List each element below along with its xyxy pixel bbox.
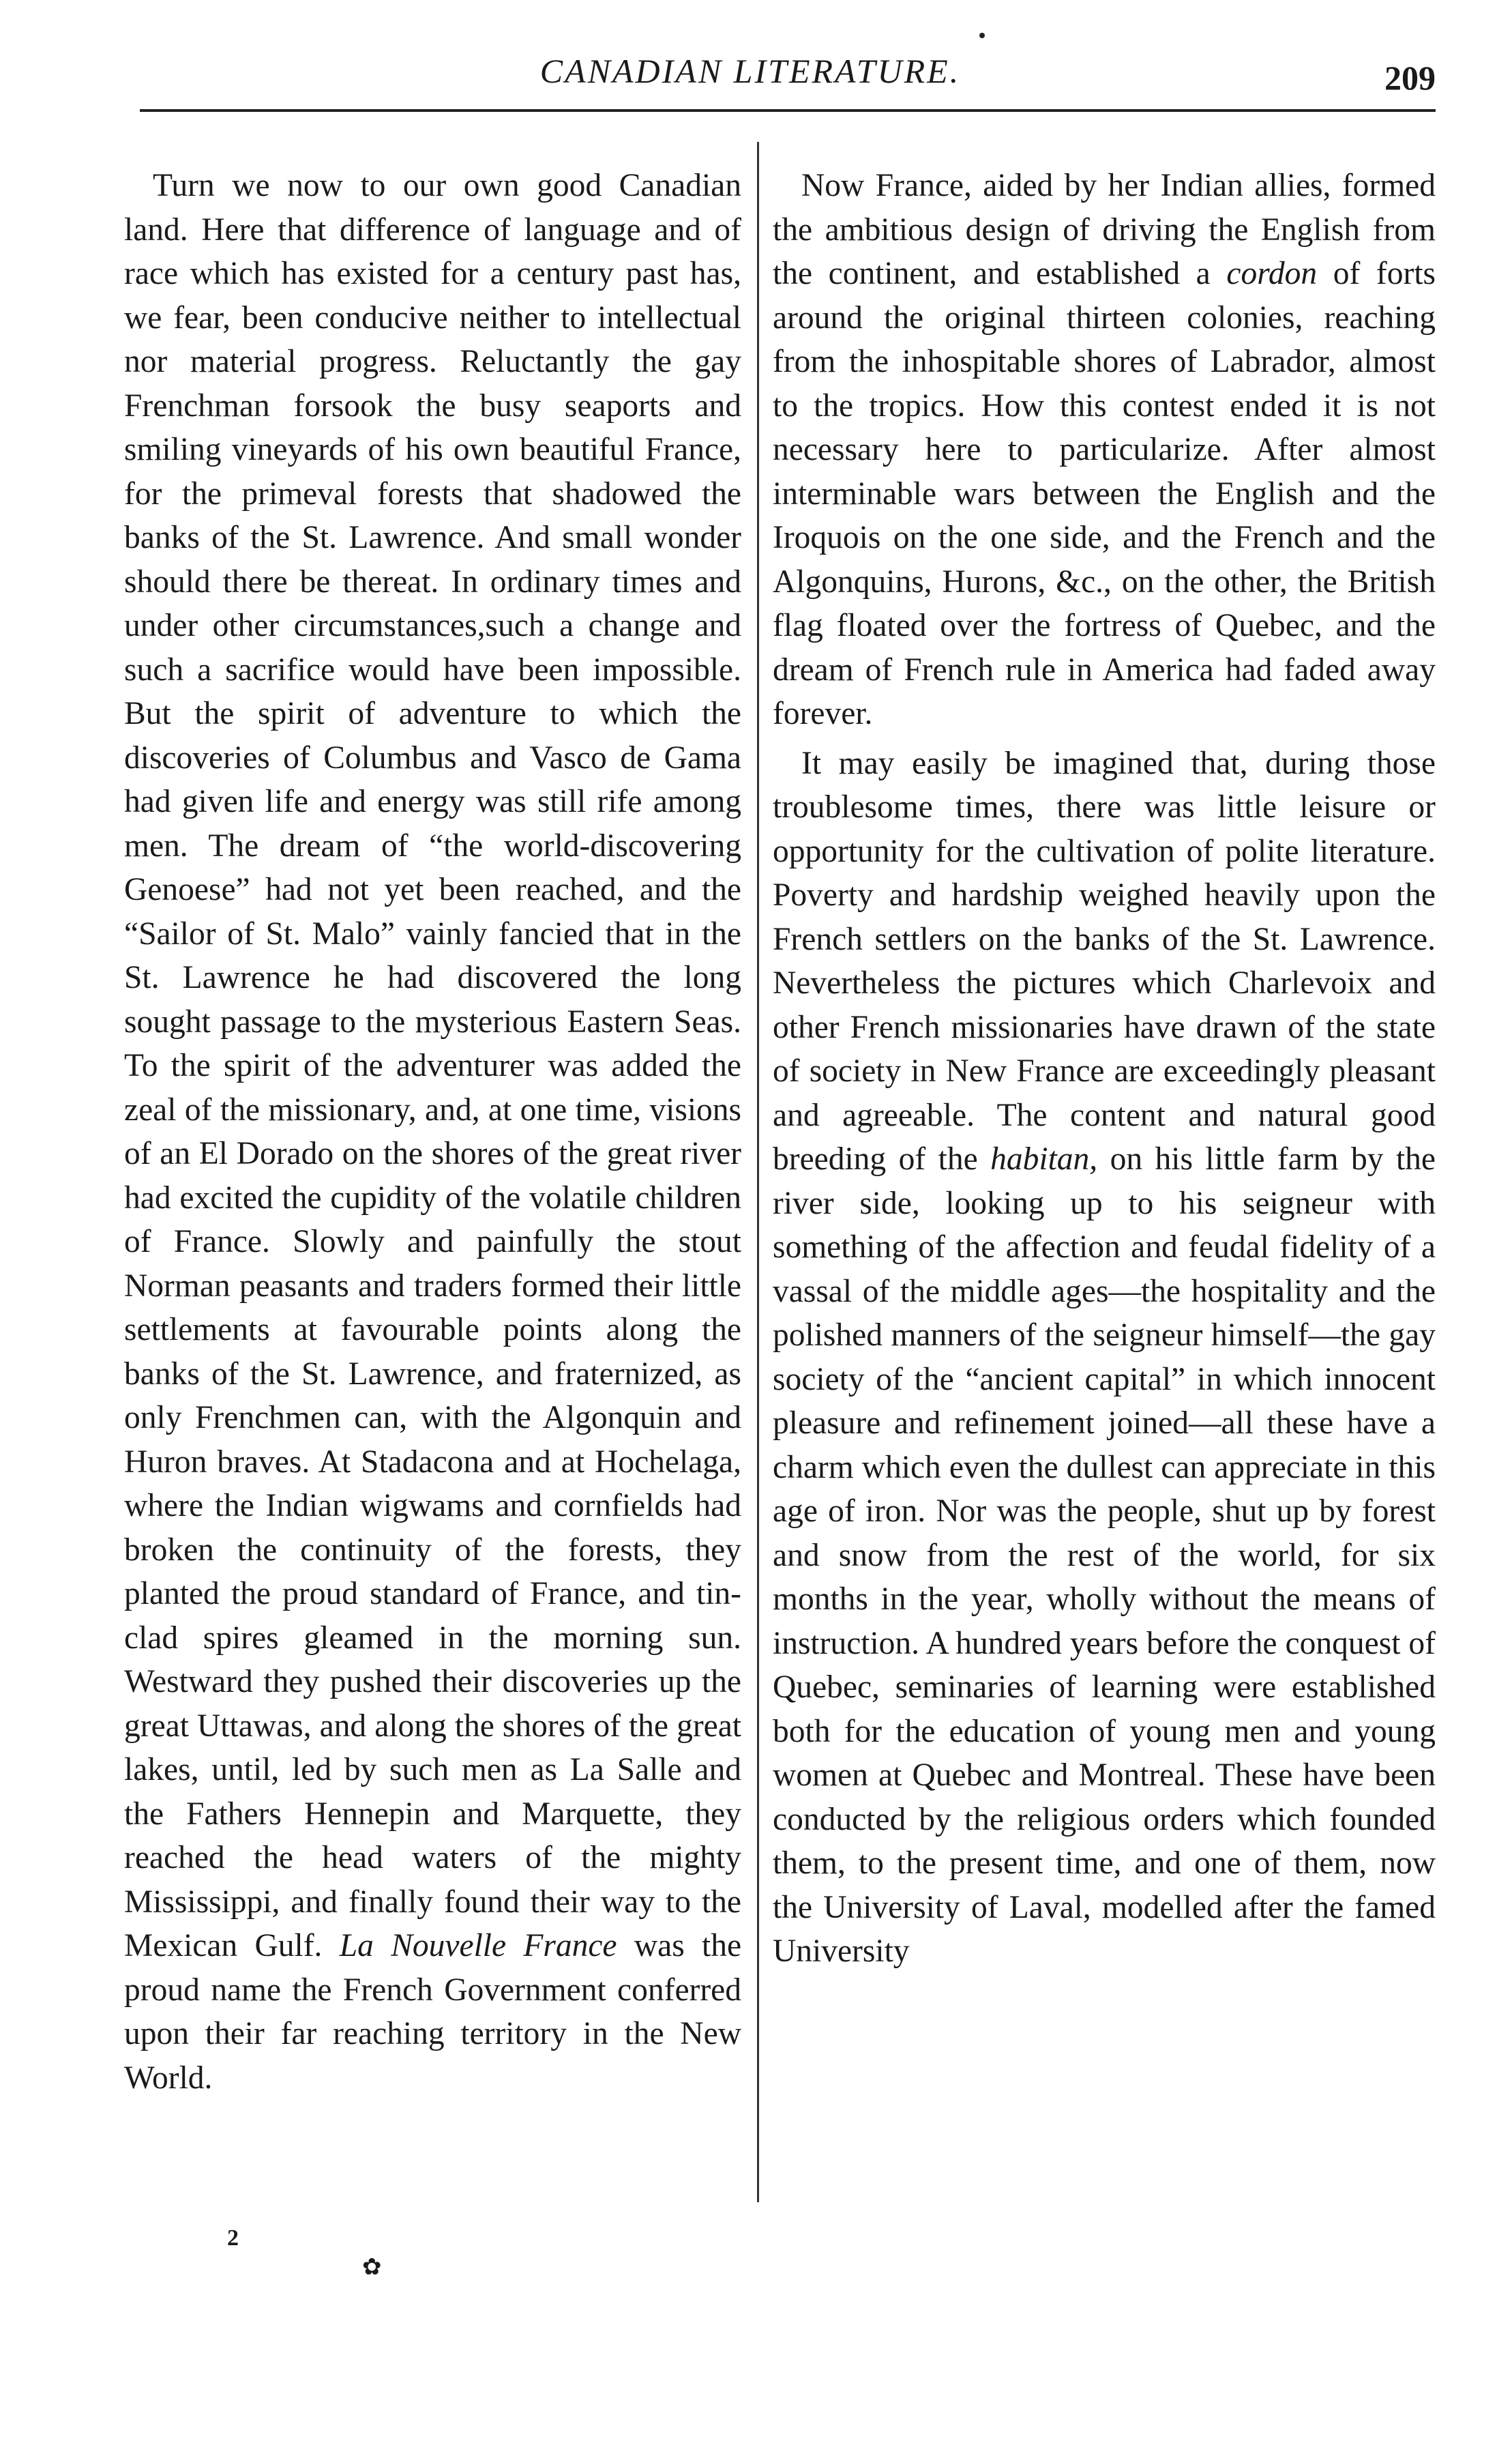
left-column (124, 164, 741, 2100)
column-divider (757, 142, 759, 2202)
right-column (773, 164, 1436, 1974)
right-paragraph-2-text-b: on his little farm by the river side, looking up to his seigneur with something of the affection and feudal fidelity of a vassal of the middle ages—the hospitality and the polished manners of the seigneur himself—the gay society of the “ancient capital” in which innocent pleasure and refinement joined—all these have a charm which even the dullest can appreciate in this age of iron. Nor was the people, shut up by forest and snow from the rest of the world, for six months in the year, wholly without the means of instruction. A hundred years before the conquest of Quebec, seminaries of learning were established both for the education of young men and young women at Quebec and Montreal. These have been conducted by the religious orders which founded them, to the present time, and one of them, now the University of Laval, modelled after the famed University (773, 1141, 1436, 1969)
running-title: CANADIAN LITERATURE. (539, 52, 961, 90)
left-paragraph-1 (124, 164, 741, 2100)
printer-ornament: ✿ (362, 2255, 382, 2280)
right-paragraph-1-text-b: of forts around the original thirteen colonies, reaching from the inhospitable shores of Labrador, almost to the tropics. How this contest ended it is not necessary here to particularize. After almost interminable wars between the English and the Iroquois on the one side, and the French and the Algonquins, Hurons, &c., on the other, the British flag floated over the fortress of Quebec, and the dream of French rule in America had faded away forever. (773, 256, 1436, 731)
right-paragraph-1-text-a: Now France, aided by her Indian allies, formed the ambitious design of driving the English from the continent, and established a (773, 168, 1436, 291)
signature-mark: 2 (227, 2225, 239, 2251)
page-number: 209 (1384, 59, 1436, 97)
right-paragraph-2 (773, 742, 1436, 1974)
left-paragraph-1-end: was the proud name the French Government conferred upon their far reaching territory in the New World. (124, 1928, 742, 2096)
italic-word-habitan: habitan, (990, 1141, 1098, 1177)
italic-word-cordon: cordon (1226, 256, 1318, 291)
right-paragraph-1 (773, 164, 1436, 736)
italic-phrase-nouvelle-france: La Nouvelle France (339, 1928, 617, 1963)
right-paragraph-2-text-a: It may easily be imagined that, during those troublesome times, there was little leisure or opportunity for the cultivation of polite literature. Poverty and hardship weighed heavily upon the French settlers on the banks of the St. Lawrence. Nevertheless the pictures which Charlevoix and other French missionaries have drawn of the state of society in New France are exceedingly pleasant and agreeable. The content and natural good breeding of the (773, 745, 1436, 1177)
print-dot-mark (979, 33, 985, 38)
left-paragraph-1-text: Turn we now to our own good Canadian land. Here that difference of language and of race which has existed for a century past has, we fear, been conducive neither to intellectual nor material progress. Reluctantly the gay Frenchman forsook the busy seaports and smiling vineyards of his own beautiful France, for the primeval forests that shadowed the banks of the St. Lawrence. And small wonder should there be thereat. In ordinary times and under other circumstances,such a change and such a sacrifice would have been impossible. But the spirit of adventure to which the discoveries of Columbus and Vasco de Gama had given life and energy was still rife among men. The dream of “the world-discovering Genoese” had not yet been reached, and the “Sailor of St. Malo” vainly fancied that in the St. Lawrence he had discovered the long sought passage to the mysterious Eastern Seas. To the spirit of the adventurer was added the zeal of the missionary, and, at one time, visions of an El Dorado on the shores of the great river had excited the cupidity of the volatile children of France. Slowly and painfully the stout Norman peasants and traders formed their little settlements at favourable points along the banks of the St. Lawrence, and fraternized, as only Frenchmen can, with the Algonquin and Huron braves. At Stadacona and at Hochelaga, where the Indian wigwams and cornfields had broken the continuity of the forests, they planted the proud standard of France, and tin-clad spires gleamed in the morning sun. Westward they pushed their discoveries up the great Uttawas, and along the shores of the great lakes, until, led by such men as La Salle and the Fathers Hennepin and Marquette, they reached the head waters of the mighty Mississippi, and finally found their way to the Mexican Gulf. (124, 168, 741, 1963)
header-rule (140, 109, 1436, 112)
